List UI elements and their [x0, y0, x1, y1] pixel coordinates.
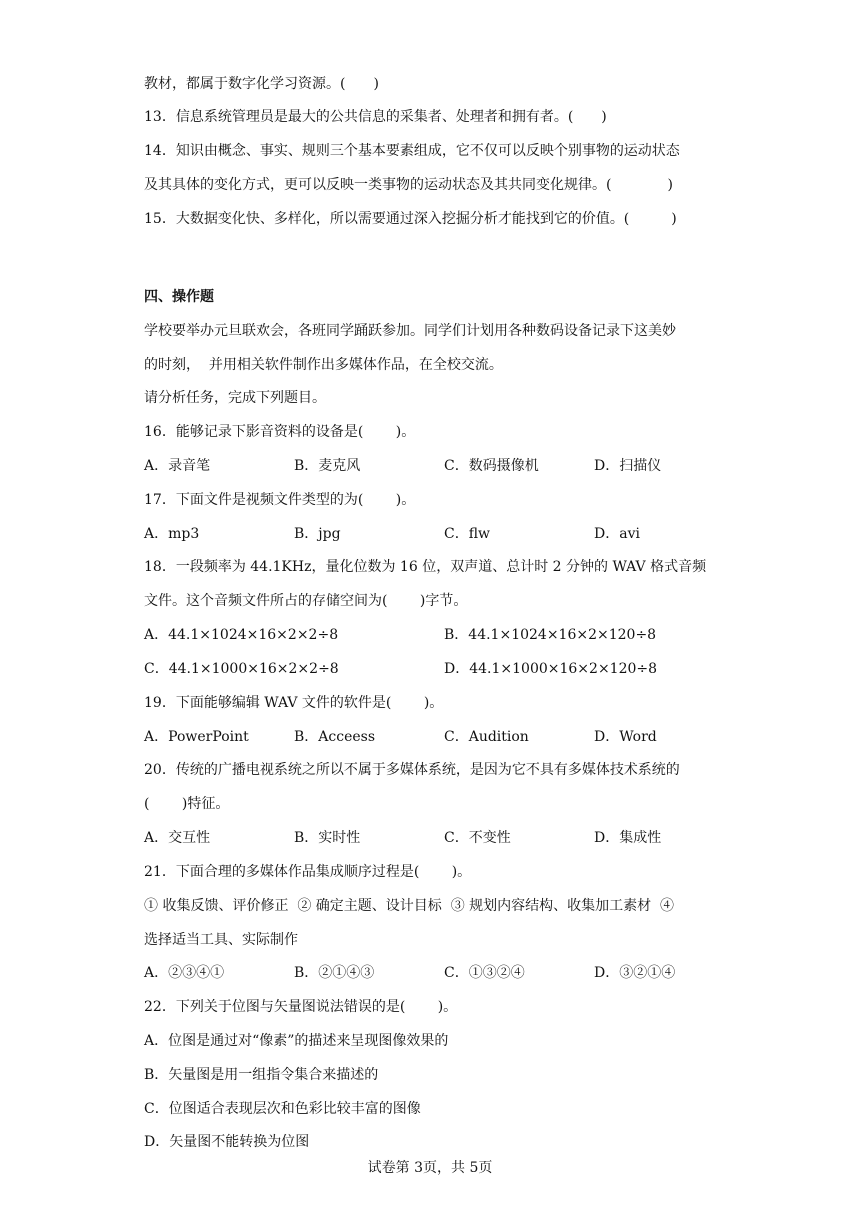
q20-option-b: B．实时性 [294, 830, 361, 846]
q17-option-d: D．avi [594, 526, 640, 542]
text-line: 教材，都属于数字化学习资源。( ) [144, 76, 379, 92]
q19-option-d: D．Word [594, 729, 657, 745]
question-14-line2: 及其具体的变化方式，更可以反映一类事物的运动状态及其共同变化规律。( ) [144, 177, 673, 193]
q20-option-a: A．交互性 [144, 830, 211, 846]
q18-option-b: B．44.1×1024×16×2×120÷8 [444, 627, 657, 643]
q18-option-a: A．44.1×1024×16×2×2÷8 [144, 627, 339, 643]
q17-option-c: C．flw [444, 526, 491, 542]
q16-option-b: B．麦克风 [294, 458, 361, 474]
question-18-stem-line1: 18．一段频率为 44.1KHz，量化位数为 16 位，双声道、总计时 2 分钟的 WAV 格式音频 [144, 559, 707, 575]
q20-option-c: C．不变性 [444, 830, 511, 846]
q16-option-d: D．扫描仪 [594, 458, 662, 474]
q20-option-d: D．集成性 [594, 830, 662, 846]
q19-option-a: A．PowerPoint [144, 729, 249, 745]
q22-option-b: B．矢量图是用一组指令集合来描述的 [144, 1067, 379, 1083]
q18-option-c: C．44.1×1000×16×2×2÷8 [144, 661, 339, 677]
question-20-stem-line1: 20．传统的广播电视系统之所以不属于多媒体系统，是因为它不具有多媒体技术系统的 [144, 762, 680, 778]
q17-option-b: B．jpg [294, 526, 341, 542]
question-15: 15．大数据变化快、多样化，所以需要通过深入挖掘分析才能找到它的价值。( ) [144, 211, 677, 227]
q22-option-c: C．位图适合表现层次和色彩比较丰富的图像 [144, 1101, 421, 1117]
question-22-stem: 22．下列关于位图与矢量图说法错误的是( )。 [144, 999, 458, 1015]
section-intro-line2: 的时刻， 并用相关软件制作出多媒体作品，在全校交流。 [144, 357, 503, 373]
page-footer: 试卷第 3页，共 5页 [367, 1160, 493, 1176]
question-16-stem: 16．能够记录下影音资料的设备是( )。 [144, 424, 416, 440]
q22-option-d: D．矢量图不能转换为位图 [144, 1134, 310, 1150]
section-heading: 四、操作题 [144, 289, 214, 305]
question-13: 13．信息系统管理员是最大的公共信息的采集者、处理者和拥有者。( ) [144, 109, 607, 125]
q22-option-a: A．位图是通过对“像素”的描述来呈现图像效果的 [144, 1033, 449, 1049]
section-intro-line3: 请分析任务，完成下列题目。 [144, 390, 326, 406]
question-21-stem: 21．下面合理的多媒体作品集成顺序过程是( )。 [144, 864, 472, 880]
q21-option-b: B．②①④③ [294, 965, 375, 981]
section-intro-line1: 学校要举办元旦联欢会，各班同学踊跃参加。同学们计划用各种数码设备记录下这美妙 [144, 323, 676, 339]
question-21-steps-line1: ① 收集反馈、评价修正 ② 确定主题、设计目标 ③ 规划内容结构、收集加工素材 ④ [144, 898, 675, 914]
q19-option-c: C．Audition [444, 729, 529, 745]
question-14-line1: 14．知识由概念、事实、规则三个基本要素组成，它不仅可以反映个别事物的运动状态 [144, 143, 680, 159]
q16-option-a: A．录音笔 [144, 458, 211, 474]
q16-option-c: C．数码摄像机 [444, 458, 539, 474]
question-17-stem: 17．下面文件是视频文件类型的为( )。 [144, 492, 416, 508]
q18-option-d: D．44.1×1000×16×2×120÷8 [444, 661, 658, 677]
q21-option-a: A．②③④① [144, 965, 225, 981]
question-19-stem: 19．下面能够编辑 WAV 文件的软件是( )。 [144, 695, 444, 711]
q19-option-b: B．Acceess [294, 729, 376, 745]
question-21-steps-line2: 选择适当工具、实际制作 [144, 932, 298, 948]
q17-option-a: A．mp3 [144, 526, 200, 542]
q21-option-c: C．①③②④ [444, 965, 525, 981]
question-18-stem-line2: 文件。这个音频文件所占的存储空间为( )字节。 [144, 593, 468, 609]
q21-option-d: D．③②①④ [594, 965, 676, 981]
question-20-stem-line2: ( )特征。 [144, 796, 230, 812]
